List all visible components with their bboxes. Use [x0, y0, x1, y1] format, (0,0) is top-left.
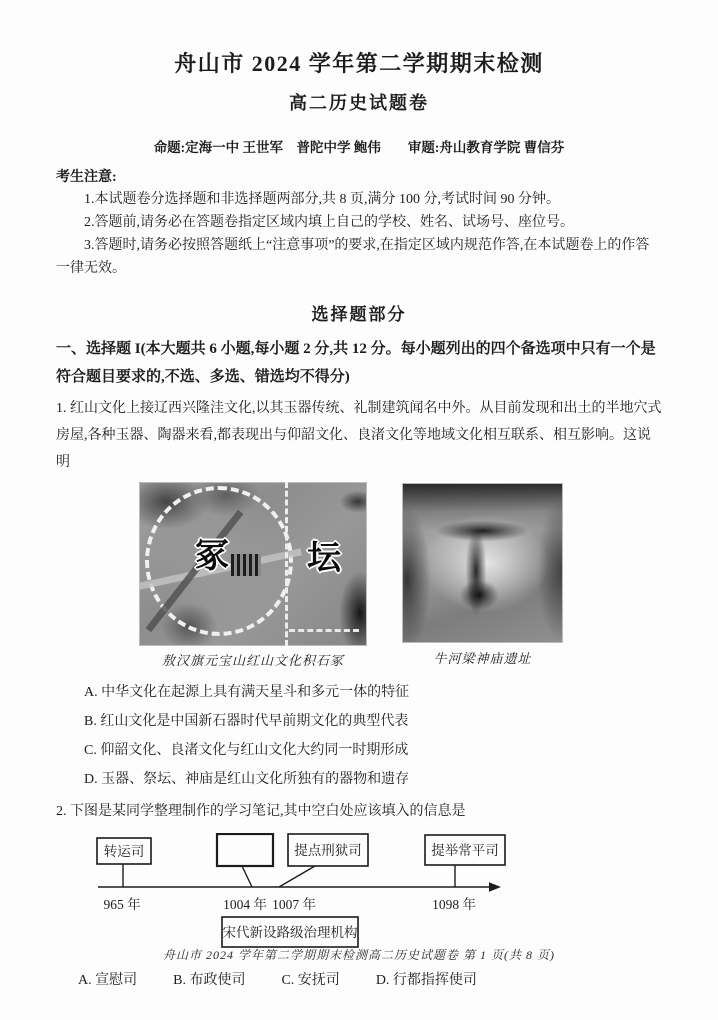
q1-option-d: D. 玉器、祭坛、神庙是红山文化所独有的器物和遗存 [84, 772, 410, 787]
timeline-diagram [56, 833, 662, 955]
part1-intro: 一、选择题 I(本大题共 6 小题,每小题 2 分,共 12 分。每小题列出的四个备选项中只有一个是符合题目要求的,不选、多选、错选均不得分) [56, 341, 656, 385]
stone-cairn [231, 554, 261, 576]
notice-item-2: 2.答题前,请务必在答题卷指定区域内填上自己的学校、姓名、试场号、座位号。 [84, 215, 574, 230]
page-footer: 舟山市 2024 学年第二学期期末检测高二历史试题卷 第 1 页(共 8 页) [163, 948, 555, 962]
figure-left-photo [139, 482, 367, 646]
arrow-right-icon [489, 882, 501, 892]
notice-item-1: 1.本试题卷分选择题和非选择题两部分,共 8 页,满分 100 分,考试时间 90 分钟。 [84, 192, 560, 207]
dashed-line-bottom [289, 629, 359, 632]
timeline-connector-2 [242, 866, 252, 887]
timeline-year-1: 965 年 [103, 897, 141, 912]
timeline-year-3: 1007 年 [272, 897, 316, 912]
q1-option-c: C. 仰韶文化、良渚文化与红山文化大约同一时期形成 [84, 743, 409, 758]
timeline-box-label-1: 转运司 [103, 844, 145, 859]
q2-options [56, 969, 662, 989]
q2-option-c: C. 安抚司 [281, 973, 340, 988]
timeline-connector-3 [279, 866, 315, 887]
q2-option-b: B. 布政使司 [173, 973, 246, 988]
timeline-box-label-3: 提点刑狱司 [294, 843, 362, 858]
q1-options [56, 678, 662, 794]
q2-option-d: D. 行都指挥使司 [375, 973, 477, 988]
q1-figures [56, 480, 662, 672]
q1-option-b: B. 红山文化是中国新石器时代早前期文化的典型代表 [84, 714, 409, 729]
q1-option-a: A. 中华文化在起源上具有满天星斗和多元一体的特征 [84, 685, 410, 700]
notice-heading: 考生注意: [56, 170, 117, 185]
q2-option-a: A. 宣慰司 [78, 973, 138, 988]
timeline-year-2: 1004 年 [223, 897, 267, 912]
page-title: 舟山市 2024 学年第二学期期末检测 [174, 51, 544, 76]
section-heading: 选择题部分 [311, 305, 407, 324]
timeline-bottom-label: 宋代新设路级治理机构 [222, 925, 358, 940]
setters-line: 命题:定海一中 王世军 普陀中学 鲍伟 审题:舟山教育学院 曹信芬 [153, 140, 565, 155]
q2-stem: 2. 下图是某同学整理制作的学习笔记,其中空白处应该填入的信息是 [56, 804, 466, 819]
page-subtitle: 高二历史试题卷 [289, 93, 429, 113]
timeline-box-2-blank [217, 834, 273, 866]
altar-label: 坛 [307, 540, 341, 577]
timeline-svg [95, 833, 515, 951]
mound-label: 冢 [195, 538, 229, 575]
dashed-line-vertical [285, 482, 288, 646]
timeline-box-label-4: 提举常平司 [431, 843, 499, 858]
notice-item-3: 3.答题时,请务必按照答题纸上“注意事项”的要求,在指定区域内规范作答,在本试题卷上的作答一律无效。 [56, 238, 650, 276]
q1-stem: 1. 红山文化上接辽西兴隆洼文化,以其玉器传统、礼制建筑闻名中外。从目前发现和出土的半地穴式房屋,各种玉器、陶器来看,都表现出与仰韶文化、良渚文化等地域文化相互联系、相互影响。这说明 [56, 401, 662, 470]
figure-right-photo [402, 483, 563, 643]
figure-left-caption: 敖汉旗元宝山红山文化积石冢 [161, 653, 344, 668]
figure-right-caption: 牛河梁神庙遗址 [433, 651, 532, 666]
timeline-year-4: 1098 年 [432, 897, 476, 912]
